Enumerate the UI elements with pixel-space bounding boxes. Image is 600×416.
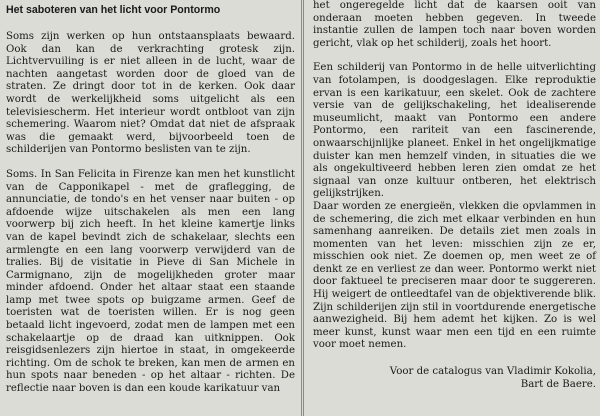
signature-author: Bart de Baere.	[520, 378, 596, 390]
paragraph: Daar worden ze energieën, vlekken die opvlammen in de schemering, die zich met elkaar verbinden en hun samenhang aanreiken. De details ziet men zoals in momenten van het leven: misschien zijn ze er, misschien ook niet. Ze doemen op, men weet ze of denkt ze en verliest ze dan weer. Pontormo werkt niet door faktueel te preciseren maar door te suggereren. Hij weigert de ontleedtafel van de objektiverende blik. Zijn schilderijen zijn stil in voortdurende energetische aanwezigheid. Bij hem ademt het kijken. Zo is wel meer kunst, kunst waar men een tijd en een ruimte voor moet nemen.	[313, 200, 596, 351]
signature-line: Voor de catalogus van Vladimir Kokolia,	[389, 366, 596, 378]
paragraph: Een schilderij van Pontormo in de helle uitverlichting van fotolampen, is doodgeslagen. Elke reproduktie ervan is een karikatuur, een skelet. Ook de zachtere versie van de gelijkschakeling, het idealiserende museumlicht, maakt van Pontormo een andere Pontormo, een rariteit van een fascinerende, onwaarschijnlijke planeet. Enkel in het ongelijkmatige duister kan men hemzelf vinden, in situaties die we als ongekultiveerd hebben leren zien omdat ze het signaal van onze kultuur ontberen, het elektrisch gelijkstrijken.	[313, 62, 596, 200]
signature	[313, 366, 596, 392]
paragraph: Soms. In San Felicita in Firenze kan men het kunstlicht van de Capponikapel - met de graflegging, de annunciatie, de tondo's en het venser naar buiten - op afdoende wijze uitschakelen als men een lang voorwerp bij zich heeft. In het kleine kamertje links van de kapel bevindt zich de schakelaar, slechts een armlengte en een lang voorwerp verwijderd van de tralies. Bij de visitatie in Pieve di San Michele in Carmignano, zijn de mogelijkheden groter maar minder afdoend. Onder het altaar staat een staande lamp met twee spots op buigzame armen. Geef de toeristen wat de toeristen willen. Er is nog geen betaald licht ingevoerd, zodat men de lampen met een schakelaartje op de draad kan uitknippen. Ook reisgidsenlezers zijn hiertoe in staat, in omgekeerde richting. Om de schok te breken, kan men de armen en hun spots naar beneden - op het altaar - richten. De reflectie naar boven is dan een koude karikatuur van	[6, 168, 295, 395]
right-column	[303, 0, 600, 416]
paragraph: het ongeregelde licht dat de kaarsen ooit van onderaan moeten hebben gegeven. In tweede instantie zullen de lampen toch naar boven worden gericht, vlak op het schilderij, zoals het hoort.	[313, 0, 596, 49]
article-title: Het saboteren van het licht voor Pontormo	[6, 4, 221, 16]
paragraph: Soms zijn werken op hun ontstaansplaats bewaard. Ook dan kan de verkrachting grotesk zijn. Lichtvervuiling is er niet alleen in de lucht, waar de nachten aangetast worden door de gloed van de straten. Ze dringt door tot in de kerken. Ook daar wordt de werkelijkheid soms uitgelicht als een televisiescherm. Het interieur wordt ontbloot van zijn schemering. Waarom niet? Omdat dat niet de afspraak was die gemaakt werd, bijvoorbeeld toen de schilderijen van Pontormo beslisten van te zijn.	[6, 31, 295, 156]
